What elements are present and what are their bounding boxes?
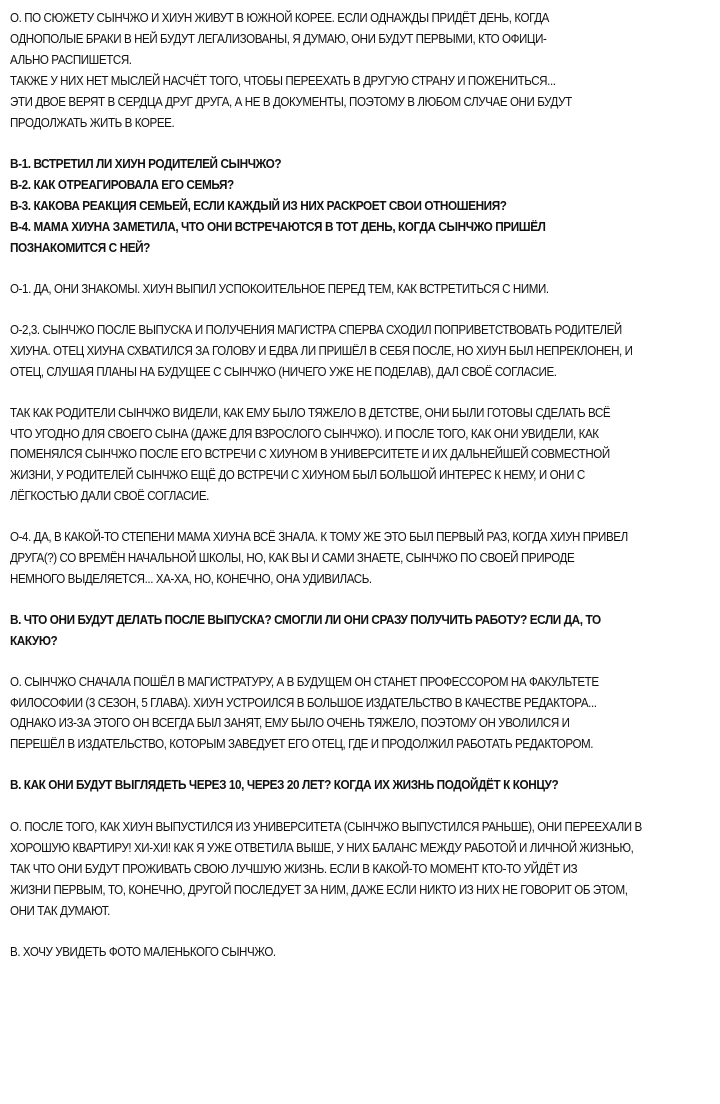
text-line: ЖИЗНИ ПЕРВЫМ, ТО, КОНЕЧНО, ДРУГОЙ ПОСЛЕДУЕТ ЗА НИМ, ДАЖЕ ЕСЛИ НИКТО ИЗ НИХ НЕ ГОВОРИТ ОБ ЭТОМ, <box>10 882 628 897</box>
answer-4-block <box>10 527 710 590</box>
text-line: ХИУНА. ОТЕЦ ХИУНА СХВАТИЛСЯ ЗА ГОЛОВУ И ЕДВА ЛИ ПРИШЁЛ В СЕБЯ ПОСЛЕ, НО ХИУН БЫЛ НЕПРЕКЛОНЕН, И <box>10 343 633 358</box>
paragraph-gap <box>10 590 710 610</box>
text-line: В. ХОЧУ УВИДЕТЬ ФОТО МАЛЕНЬКОГО СЫНЧЖО. <box>10 944 276 959</box>
text-line: ОНИ ТАК ДУМАЮТ. <box>10 903 110 918</box>
text-line: ФИЛОСОФИИ (3 СЕЗОН, 5 ГЛАВА). ХИУН УСТРОИЛСЯ В БОЛЬШОЕ ИЗДАТЕЛЬСТВО В КАЧЕСТВЕ РЕДАКТОРА... <box>10 695 597 710</box>
text-line: О. СЫНЧЖО СНАЧАЛА ПОШЁЛ В МАГИСТРАТУРУ, А В БУДУЩЕМ ОН СТАНЕТ ПРОФЕССОРОМ НА ФАКУЛЬТЕТЕ <box>10 674 599 689</box>
question-work-block <box>10 610 710 652</box>
text-line: ОДНОПОЛЫЕ БРАКИ В НЕЙ БУДУТ ЛЕГАЛИЗОВАНЫ, Я ДУМАЮ, ОНИ БУДУТ ПЕРВЫМИ, КТО ОФИЦИ- <box>10 31 547 46</box>
answer-1-block <box>10 279 710 300</box>
text-line: ТАК ЧТО ОНИ БУДУТ ПРОЖИВАТЬ СВОЮ ЛУЧШУЮ ЖИЗНЬ. ЕСЛИ В КАКОЙ-ТО МОМЕНТ КТО-ТО УЙДЁТ ИЗ <box>10 862 578 876</box>
paragraph-gap <box>10 755 710 775</box>
answer-2-3-block <box>10 320 710 383</box>
text-line: ДРУГА(?) СО ВРЕМЁН НАЧАЛЬНОЙ ШКОЛЫ, НО, КАК ВЫ И САМИ ЗНАЕТЕ, СЫНЧЖО ПО СВОЕЙ ПРИРОДЕ <box>10 551 575 566</box>
answer-intro-block <box>10 8 710 133</box>
paragraph-gap <box>10 383 710 403</box>
question-family-block <box>10 154 710 259</box>
answer-2-3-continued-block <box>10 403 710 508</box>
text-line: ПОМЕНЯЛСЯ СЫНЧЖО ПОСЛЕ ЕГО ВСТРЕЧИ С ХИУНОМ В УНИВЕРСИТЕТЕ И ИХ ДАЛЬНЕЙШЕЙ СОВМЕСТНОЙ <box>10 447 610 462</box>
text-line: ЭТИ ДВОЕ ВЕРЯТ В СЕРДЦА ДРУГ ДРУГА, А НЕ В ДОКУМЕНТЫ, ПОЭТОМУ В ЛЮБОМ СЛУЧАЕ ОНИ БУДУТ <box>10 94 572 109</box>
question-line: В. КАК ОНИ БУДУТ ВЫГЛЯДЕТЬ ЧЕРЕЗ 10, ЧЕРЕЗ 20 ЛЕТ? КОГДА ИХ ЖИЗНЬ ПОДОЙДЁТ К КОНЦУ? <box>10 777 559 793</box>
paragraph-gap <box>10 652 710 672</box>
answer-future-block <box>10 817 710 922</box>
text-line: О. ПОСЛЕ ТОГО, КАК ХИУН ВЫПУСТИЛСЯ ИЗ УНИВЕРСИТЕТА (СЫНЧЖО ВЫПУСТИЛСЯ РАНЬШЕ), ОНИ ПЕРЕЕХАЛИ В <box>10 820 642 835</box>
paragraph-gap <box>10 133 710 154</box>
question-line: В. ЧТО ОНИ БУДУТ ДЕЛАТЬ ПОСЛЕ ВЫПУСКА? СМОГЛИ ЛИ ОНИ СРАЗУ ПОЛУЧИТЬ РАБОТУ? ЕСЛИ ДА, ТО <box>10 611 601 627</box>
text-line: ОДНАКО ИЗ-ЗА ЭТОГО ОН ВСЕГДА БЫЛ ЗАНЯТ, ЕМУ БЫЛО ОЧЕНЬ ТЯЖЕЛО, ПОЭТОМУ ОН УВОЛИЛСЯ И <box>10 716 570 731</box>
paragraph-gap <box>10 922 710 942</box>
question-line: В-4. МАМА ХИУНА ЗАМЕТИЛА, ЧТО ОНИ ВСТРЕЧАЮТСЯ В ТОТ ДЕНЬ, КОГДА СЫНЧЖО ПРИШЁЛ <box>10 219 546 235</box>
paragraph-gap <box>10 796 710 817</box>
text-line: О. ПО СЮЖЕТУ СЫНЧЖО И ХИУН ЖИВУТ В ЮЖНОЙ КОРЕЕ. ЕСЛИ ОДНАЖДЫ ПРИДЁТ ДЕНЬ, КОГДА <box>10 11 549 25</box>
text-line: О-1. ДА, ОНИ ЗНАКОМЫ. ХИУН ВЫПИЛ УСПОКОИТЕЛЬНОЕ ПЕРЕД ТЕМ, КАК ВСТРЕТИТЬСЯ С НИМИ. <box>10 281 549 296</box>
request-photo-block <box>10 942 710 963</box>
question-line: В-1. ВСТРЕТИЛ ЛИ ХИУН РОДИТЕЛЕЙ СЫНЧЖО? <box>10 156 282 172</box>
paragraph-gap <box>10 259 710 279</box>
question-line: ПОЗНАКОМИТСЯ С НЕЙ? <box>10 240 150 256</box>
text-line: ПРОДОЛЖАТЬ ЖИТЬ В КОРЕЕ. <box>10 115 175 130</box>
text-line: АЛЬНО РАСПИШЕТСЯ. <box>10 52 132 67</box>
text-line: О-4. ДА, В КАКОЙ-ТО СТЕПЕНИ МАМА ХИУНА ВСЁ ЗНАЛА. К ТОМУ ЖЕ ЭТО БЫЛ ПЕРВЫЙ РАЗ, КОГДА ХИУН ПРИВЕЛ <box>10 530 628 545</box>
paragraph-gap <box>10 300 710 320</box>
text-line: ХОРОШУЮ КВАРТИРУ! ХИ-ХИ! КАК Я УЖЕ ОТВЕТИЛА ВЫШЕ, У НИХ БАЛАНС МЕЖДУ РАБОТОЙ И ЛИЧНОЙ ЖИЗНЬЮ, <box>10 841 634 856</box>
text-line: ЛЁГКОСТЬЮ ДАЛИ СВОЁ СОГЛАСИЕ. <box>10 489 209 504</box>
question-line: В-3. КАКОВА РЕАКЦИЯ СЕМЬЕЙ, ЕСЛИ КАЖДЫЙ ИЗ НИХ РАСКРОЕТ СВОИ ОТНОШЕНИЯ? <box>10 198 507 214</box>
text-line: ЧТО УГОДНО ДЛЯ СВОЕГО СЫНА (ДАЖЕ ДЛЯ ВЗРОСЛОГО СЫНЧЖО). И ПОСЛЕ ТОГО, КАК ОНИ УВИДЕЛИ, КАК <box>10 426 599 441</box>
question-line: КАКУЮ? <box>10 632 58 648</box>
text-line: ЖИЗНИ, У РОДИТЕЛЕЙ СЫНЧЖО ЕЩЁ ДО ВСТРЕЧИ С ХИУНОМ БЫЛ БОЛЬШОЙ ИНТЕРЕС К НЕМУ, И ОНИ С <box>10 468 585 483</box>
question-future-block <box>10 775 710 796</box>
answer-work-block <box>10 672 710 756</box>
text-line: НЕМНОГО ВЫДЕЛЯЕТСЯ... ХА-ХА, НО, КОНЕЧНО, ОНА УДИВИЛАСЬ. <box>10 571 372 586</box>
text-line: ТАКЖЕ У НИХ НЕТ МЫСЛЕЙ НАСЧЁТ ТОГО, ЧТОБЫ ПЕРЕЕХАТЬ В ДРУГУЮ СТРАНУ И ПОЖЕНИТЬСЯ... <box>10 73 556 88</box>
text-line: ОТЕЦ, СЛУШАЯ ПЛАНЫ НА БУДУЩЕЕ С СЫНЧЖО (НИЧЕГО УЖЕ НЕ ПОДЕЛАВ), ДАЛ СВОЁ СОГЛАСИЕ. <box>10 364 557 379</box>
text-line: ПЕРЕШЁЛ В ИЗДАТЕЛЬСТВО, КОТОРЫМ ЗАВЕДУЕТ ЕГО ОТЕЦ, ГДЕ И ПРОДОЛЖИЛ РАБОТАТЬ РЕДАКТОРОМ. <box>10 737 594 752</box>
text-line: ТАК КАК РОДИТЕЛИ СЫНЧЖО ВИДЕЛИ, КАК ЕМУ БЫЛО ТЯЖЕЛО В ДЕТСТВЕ, ОНИ БЫЛИ ГОТОВЫ СДЕЛАТЬ ВСЁ <box>10 405 611 420</box>
paragraph-gap <box>10 507 710 527</box>
question-line: В-2. КАК ОТРЕАГИРОВАЛА ЕГО СЕМЬЯ? <box>10 177 234 193</box>
text-line: О-2,3. СЫНЧЖО ПОСЛЕ ВЫПУСКА И ПОЛУЧЕНИЯ МАГИСТРА СПЕРВА СХОДИЛ ПОПРИВЕТСТВОВАТЬ РОДИТЕЛЕЙ <box>10 322 622 337</box>
